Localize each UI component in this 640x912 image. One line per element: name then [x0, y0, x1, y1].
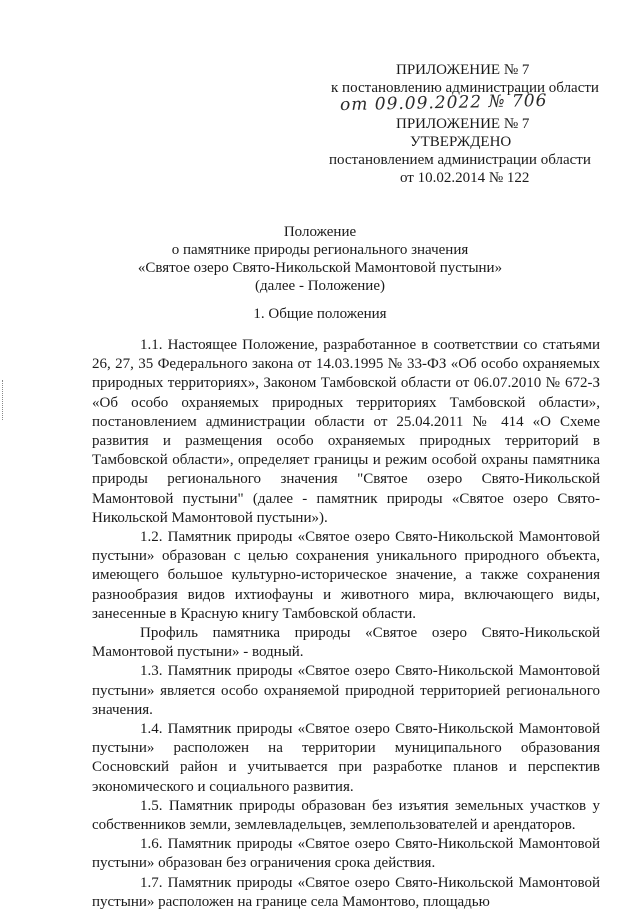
doc-subtitle-3: (далее - Положение)	[255, 278, 385, 294]
appendix-number: ПРИЛОЖЕНИЕ № 7	[396, 62, 530, 78]
document-body	[92, 336, 600, 912]
paragraph-1-6: 1.6. Памятник природы «Святое озеро Свято-Никольской Мамонтовой пустыни» образован без ограничения срока действия.	[92, 836, 600, 872]
paragraph-1-3: 1.3. Памятник природы «Святое озеро Свято-Никольской Мамонтовой пустыни» является особо охраняемой природной территорией регионального значения.	[92, 663, 600, 718]
paragraph-1-7: 1.7. Памятник природы «Святое озеро Свято-Никольской Мамонтовой пустыни» расположен на границе села Мамонтово, площадью	[92, 874, 600, 910]
paragraph-1-5: 1.5. Памятник природы образован без изъятия земельных участков у собственников земли, землевладельцев, землепользователей и арендаторов.	[92, 797, 600, 834]
scan-margin-mark	[2, 380, 6, 420]
paragraph-profile: Профиль памятника природы «Святое озеро Свято-Никольской Мамонтовой пустыни» - водный.	[92, 625, 600, 661]
resolution-reference: к постановлению администрации области	[331, 80, 599, 96]
paragraph-1-2: 1.2. Памятник природы «Святое озеро Свято-Никольской Мамонтовой пустыни» образован с целью сохранения уникального природного объекта, имеющего большое культурно-историческое значение, а также сохранения разнообразия видов ихтиофауны и животного мира, включающего виды, занесенные в Красную книгу Тамбовской области.	[92, 529, 600, 622]
approved-label: УТВЕРЖДЕНО	[410, 134, 512, 150]
doc-subtitle-1: о памятнике природы регионального значения	[171, 242, 469, 258]
paragraph-1-4: 1.4. Памятник природы «Святое озеро Свято-Никольской Мамонтовой пустыни» расположен на территории муниципального образования Сосновский район и учитывается при разработке планов и перспектив экономического и социального развития.	[92, 721, 600, 795]
handwritten-date-number: от 09.09.2022 № 706	[339, 90, 548, 116]
doc-title: Положение	[283, 224, 357, 240]
section-heading: 1. Общие положения	[253, 306, 387, 322]
previous-appendix-number: ПРИЛОЖЕНИЕ № 7	[396, 116, 530, 132]
approval-resolution: постановлением администрации области	[329, 152, 591, 168]
approval-date-number: от 10.02.2014 № 122	[400, 170, 530, 186]
doc-subtitle-2: «Святое озеро Свято-Никольской Мамонтовой пустыни»	[137, 260, 503, 276]
paragraph-1-1: 1.1. Настоящее Положение, разработанное в соответствии со статьями 26, 27, 35 Федерального закона от 14.03.1995 № 33-ФЗ «Об особо охраняемых природных территориях», Законом Тамбовской области от 06.07.2010 № 672-З «Об особо охраняемых природных территориях Тамбовской области», постановлением администрации области от 25.04.2011 № 414 «О Схеме развития и размещения особо охраняемых природных территорий в Тамбовской области», определяет границы и режим особой охраны памятника природы регионального значения "Святое озеро Свято-Никольской Мамонтовой пустыни" (далее - памятник природы «Святое озеро Свято-Никольской Мамонтовой пустыни»).	[92, 337, 600, 526]
